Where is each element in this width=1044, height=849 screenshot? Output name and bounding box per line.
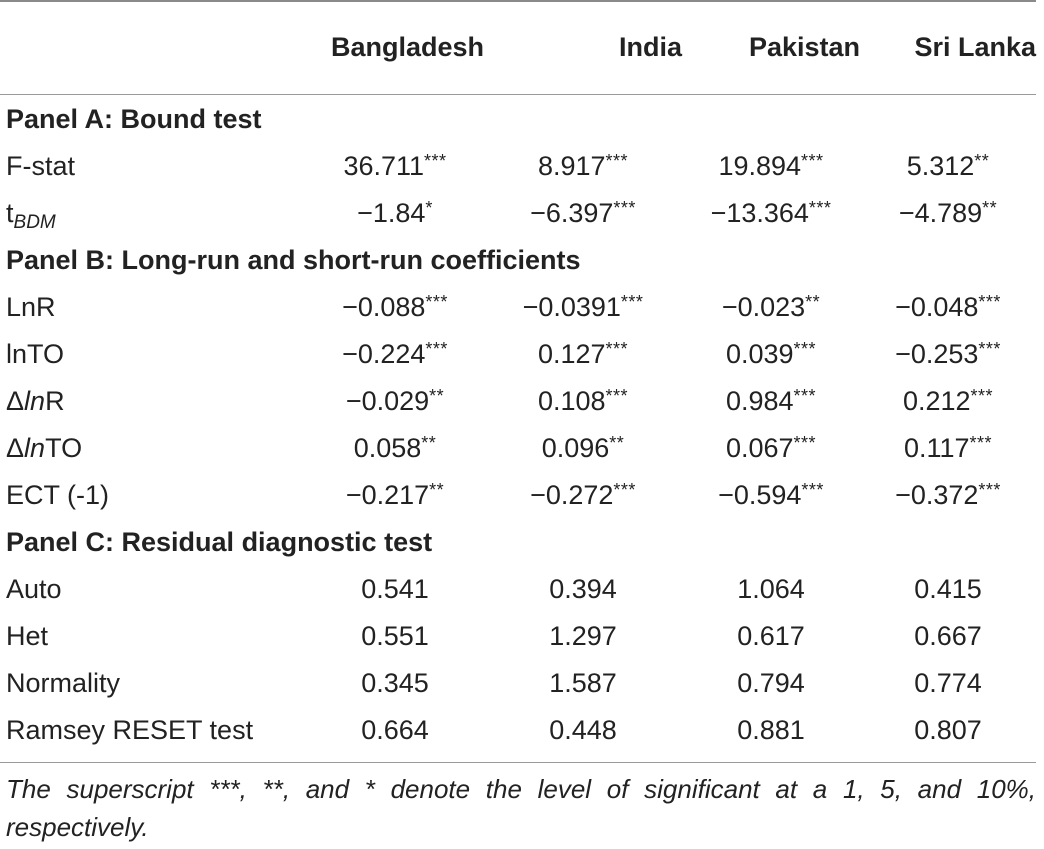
bottom-rule: [0, 762, 1036, 763]
table-cell: 1.064: [737, 574, 805, 604]
table-row: [0, 378, 1036, 425]
row-label: LnR: [6, 292, 56, 322]
table-cell: 0.067***: [725, 433, 817, 463]
table-row: [0, 707, 1036, 754]
table-cell: 0.039***: [725, 339, 817, 369]
table-row: [0, 613, 1036, 660]
row-label: ECT (-1): [6, 480, 110, 510]
table-cell: −0.048***: [895, 292, 1001, 322]
row-label: Ramsey RESET test: [6, 715, 254, 745]
row-label: F-stat: [6, 151, 76, 181]
table-cell: 0.058**: [353, 433, 437, 463]
table-cell: −0.029**: [345, 386, 445, 416]
table-cell: 0.117***: [903, 433, 993, 463]
table-cell: 1.587: [549, 668, 617, 698]
panel-title: Panel C: Residual diagnostic test: [6, 527, 433, 557]
table-cell: 0.108***: [537, 386, 629, 416]
table-cell: 0.984***: [725, 386, 817, 416]
table-row: [0, 331, 1036, 378]
table-cell: 5.312**: [906, 151, 990, 181]
table-row: [0, 472, 1036, 519]
table-row: [0, 143, 1036, 190]
table-cell: 0.664: [361, 715, 429, 745]
table-cell: 1.297: [549, 621, 617, 651]
table-cell: 0.774: [914, 668, 982, 698]
table-cell: −0.217**: [345, 480, 445, 510]
table-cell: 0.551: [361, 621, 429, 651]
table-cell: 36.711***: [343, 151, 447, 181]
table-cell: −1.84*: [357, 198, 433, 228]
row-label: ΔlnTO: [6, 433, 83, 463]
table-row: [0, 660, 1036, 707]
row-label: ΔlnR: [6, 386, 65, 416]
table-cell: 0.448: [549, 715, 617, 745]
table-cell: −0.594***: [718, 480, 824, 510]
table-cell: 0.127***: [537, 339, 629, 369]
table-cell: −0.0391***: [522, 292, 644, 322]
table-cell: 0.212***: [902, 386, 994, 416]
table-cell: 0.617: [737, 621, 805, 651]
panel-heading: [0, 519, 1036, 566]
panel-heading: [0, 94, 1036, 143]
column-header-sri-lanka: Sri Lanka: [914, 31, 1036, 62]
table-cell: −0.372***: [895, 480, 1001, 510]
table-cell: −0.023**: [721, 292, 821, 322]
table-footnote: The superscript ***, **, and * denote the level of significant at a 1, 5, and 10%, respectively.: [6, 774, 1036, 842]
column-header-pakistan: Pakistan: [748, 31, 860, 62]
row-label: Normality: [6, 668, 121, 698]
table-row: [0, 190, 1036, 237]
table-cell: −0.253***: [895, 339, 1001, 369]
table-cell: −6.397***: [530, 198, 636, 228]
table-row: [0, 566, 1036, 613]
table-cell: −0.224***: [342, 339, 448, 369]
table-cell: 0.096**: [541, 433, 625, 463]
row-label: $t_{BDM}$: [6, 198, 56, 233]
table-row: [0, 425, 1036, 472]
table-cell: 0.667: [914, 621, 982, 651]
row-label: lnTO: [6, 339, 65, 369]
panel-title: Panel A: Bound test: [6, 104, 262, 134]
table-cell: 0.415: [914, 574, 982, 604]
table-cell: 0.881: [737, 715, 805, 745]
panel-title: Panel B: Long-run and short-run coefficients: [6, 245, 581, 275]
header-stub: [0, 0, 306, 94]
table-cell: 8.917***: [537, 151, 629, 181]
column-header-india: India: [618, 31, 682, 62]
table-cell: 19.894***: [718, 151, 824, 181]
row-label: Auto: [6, 574, 62, 604]
table-cell: −13.364***: [710, 198, 832, 228]
row-label: Het: [6, 621, 49, 651]
table-cell: −0.088***: [342, 292, 448, 322]
table-cell: 0.807: [914, 715, 982, 745]
table-cell: 0.541: [361, 574, 429, 604]
table-cell: −0.272***: [530, 480, 636, 510]
table-row: [0, 284, 1036, 331]
table-cell: 0.394: [549, 574, 617, 604]
header-row: [0, 0, 1036, 94]
table-cell: 0.794: [737, 668, 805, 698]
table-cell: 0.345: [361, 668, 429, 698]
column-header-bangladesh: Bangladesh: [330, 31, 484, 62]
panel-heading: [0, 237, 1036, 284]
table-cell: −4.789**: [898, 198, 998, 228]
